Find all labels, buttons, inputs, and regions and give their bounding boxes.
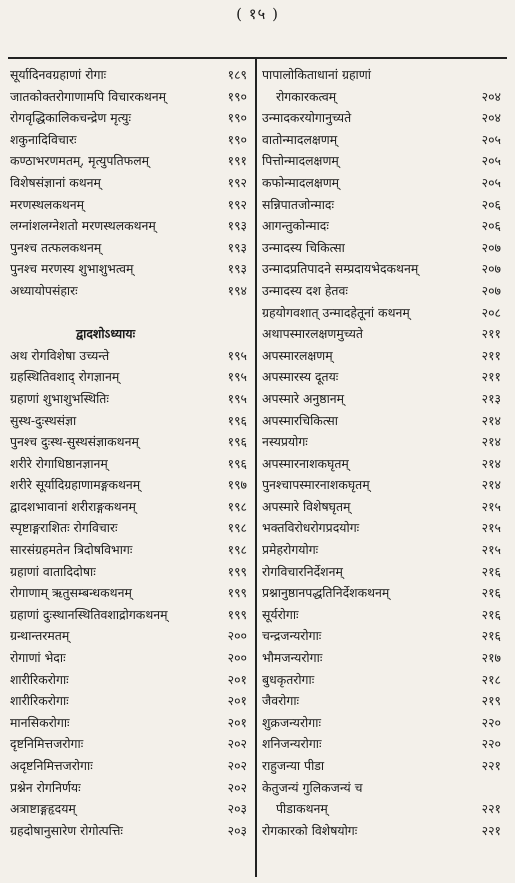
toc-entry	[10, 604, 251, 626]
entry-page-number: १९३	[227, 218, 247, 234]
entry-page-number: १९९	[227, 563, 247, 579]
toc-entry	[262, 431, 505, 453]
toc-entry	[10, 561, 251, 583]
entry-page-number: २०६	[481, 196, 501, 212]
toc-entry	[10, 194, 251, 216]
entry-title: सारसंग्रहमतेन त्रिदोषविभागः	[10, 542, 133, 558]
toc-entry	[262, 64, 505, 86]
entry-title: अथापस्मारलक्षणमुच्यते	[262, 326, 363, 342]
entry-page-number: १९३	[227, 239, 247, 255]
entry-title: पापालोकिताधानां ग्रहाणां	[262, 67, 371, 82]
entry-title: नस्यप्रयोगः	[262, 434, 308, 450]
toc-entry	[10, 388, 251, 410]
entry-page-number: २०२	[227, 779, 247, 795]
entry-page-number: १९७	[227, 477, 247, 493]
entry-page-number: १९८	[227, 498, 247, 514]
entry-page-number: २०५	[481, 174, 501, 190]
toc-entry	[10, 474, 251, 496]
entry-page-number: १९२	[227, 174, 247, 190]
toc-entry	[262, 410, 505, 432]
toc-entry	[10, 302, 251, 324]
entry-title: बुधकृतरोगाः	[262, 671, 315, 687]
entry-page-number: २२१	[481, 801, 501, 817]
entry-page-number: २०८	[481, 304, 501, 320]
entry-title: मरणस्थलकथनम्	[10, 196, 85, 212]
entry-page-number: २१६	[481, 563, 501, 579]
entry-title: जातकोक्तरोगाणामपि विचारकथनम्	[10, 88, 167, 104]
entry-page-number: २१४	[481, 412, 501, 428]
entry-title: विशेषसंज्ञानां कथनम्	[10, 174, 101, 190]
page-number: ( १५ )	[236, 5, 279, 23]
entry-title: चन्द्रजन्यरोगाः	[262, 628, 322, 644]
entry-page-number: २०१	[227, 714, 247, 730]
toc-entry	[262, 388, 505, 410]
toc-entry	[10, 431, 251, 453]
entry-title: भक्तविरोधरोगप्रदयोगः	[262, 520, 360, 536]
entry-title: अथ रोगविशेषा उच्यन्ते	[10, 347, 110, 363]
entry-page-number: २००	[227, 650, 247, 666]
toc-entry	[10, 366, 251, 388]
entry-page-number: २१४	[481, 477, 501, 493]
entry-title: सूर्यरोगाः	[262, 606, 299, 622]
entry-page-number: १९३	[227, 261, 247, 277]
entry-title: शुक्रजन्यरोगाः	[262, 714, 321, 730]
toc-entry	[10, 237, 251, 259]
entry-page-number: २१४	[481, 434, 501, 450]
entry-title: अपस्मारलक्षणम्	[262, 347, 333, 363]
toc-entry	[10, 280, 251, 302]
chapter-heading	[10, 323, 251, 345]
entry-title: ग्रहाणां शुभाशुभस्थितिः	[10, 390, 109, 406]
entry-title: पीडाकथनम्	[276, 801, 328, 817]
toc-entry	[10, 647, 251, 669]
entry-page-number: १९४	[227, 282, 247, 298]
toc-entry	[10, 517, 251, 539]
toc-entry	[262, 647, 505, 669]
chapter-title: द्वादशोऽध्यायः	[76, 326, 136, 342]
toc-entry	[10, 625, 251, 647]
entry-page-number: २००	[227, 628, 247, 644]
entry-title: पित्तोन्मादलक्षणम्	[262, 153, 339, 169]
entry-page-number: १९५	[227, 390, 247, 406]
toc-entry	[10, 755, 251, 777]
entry-title: शकुनादिविचारः	[10, 131, 77, 147]
entry-page-number: २०२	[227, 758, 247, 773]
toc-entry	[262, 496, 505, 518]
entry-page-number: २११	[481, 326, 501, 342]
entry-title: अपस्मारे अनुष्ठानम्	[262, 390, 345, 406]
entry-title: अध्यायोपसंहारः	[10, 282, 78, 298]
entry-page-number: १८९	[227, 67, 247, 82]
entry-title: ग्रन्थान्तरमतम्	[10, 628, 70, 644]
entry-page-number: २०४	[481, 110, 501, 126]
toc-entry	[262, 280, 505, 302]
toc-entry	[10, 712, 251, 734]
entry-page-number: १९०	[227, 88, 247, 104]
entry-page-number: २११	[481, 369, 501, 385]
entry-title: अत्राष्टाङ्गहृदयम्	[10, 801, 76, 817]
entry-title: उन्मादप्रतिपादने सम्प्रदायभेदकथनम्	[262, 261, 419, 277]
entry-page-number: २१८	[481, 671, 501, 687]
contents-right-column	[262, 64, 505, 841]
toc-entry	[10, 215, 251, 237]
toc-entry	[262, 561, 505, 583]
entry-title: उन्मादस्य चिकित्सा	[262, 239, 345, 255]
entry-title: द्वादशभावानां शरीराङ्गकथनम्	[10, 498, 136, 514]
entry-page-number: २१६	[481, 628, 501, 644]
entry-title: अदृष्टनिमित्तजरोगाः	[10, 758, 93, 773]
toc-entry	[262, 798, 505, 820]
toc-entry	[262, 820, 505, 842]
entry-page-number: १९८	[227, 542, 247, 558]
entry-title: केतुजन्यं गुलिकजन्यं च	[262, 779, 363, 795]
toc-entry	[10, 410, 251, 432]
contents-left-column	[10, 64, 251, 841]
entry-page-number: १९५	[227, 347, 247, 363]
entry-page-number: १९२	[227, 196, 247, 212]
toc-entry	[10, 258, 251, 280]
toc-entry	[262, 129, 505, 151]
entry-title: पुनश्च तत्फलकथनम्	[10, 239, 102, 255]
entry-page-number: २२०	[481, 736, 501, 752]
entry-title: शरीरे रोगाधिष्ठानज्ञानम्	[10, 455, 108, 471]
toc-entry	[10, 690, 251, 712]
toc-entry	[10, 453, 251, 475]
entry-page-number: २२१	[481, 758, 501, 773]
entry-page-number: १९५	[227, 369, 247, 385]
toc-entry	[262, 712, 505, 734]
entry-page-number: २१६	[481, 585, 501, 601]
entry-title: जैवरोगाः	[262, 693, 300, 709]
toc-entry	[10, 345, 251, 367]
toc-entry	[10, 820, 251, 842]
entry-title: भौमजन्यरोगाः	[262, 650, 323, 666]
entry-title: प्रमेहरोगयोगः	[262, 542, 319, 558]
entry-page-number: २०५	[481, 153, 501, 169]
toc-entry	[262, 755, 505, 777]
entry-page-number: १९६	[227, 434, 247, 450]
entry-title: रोगाणां भेदाः	[10, 650, 66, 666]
entry-page-number: २१६	[481, 606, 501, 622]
entry-page-number: १९९	[227, 585, 247, 601]
entry-page-number: २०७	[481, 239, 501, 255]
entry-title: राहुजन्या पीडा	[262, 758, 325, 773]
toc-entry	[10, 64, 251, 86]
entry-title: वातोन्मादलक्षणम्	[262, 131, 338, 147]
toc-entry	[262, 194, 505, 216]
entry-page-number: २०४	[481, 88, 501, 104]
entry-page-number: २१७	[481, 650, 501, 666]
entry-title: अपस्मारचिकित्सा	[262, 412, 338, 428]
entry-title: सुस्थ-दुःस्थसंज्ञा	[10, 412, 77, 428]
entry-title: स्पृष्टाङ्गराशितः रोगविचारः	[10, 520, 118, 536]
toc-entry	[262, 777, 505, 799]
entry-title: प्रश्नेन रोगनिर्णयः	[10, 779, 81, 795]
toc-entry	[10, 539, 251, 561]
entry-page-number: १९८	[227, 520, 247, 536]
toc-entry	[262, 345, 505, 367]
entry-title: रोगकारकत्वम्	[276, 88, 337, 104]
toc-entry	[10, 107, 251, 129]
entry-title: अपस्मारे विशेषघृतम्	[262, 498, 351, 514]
toc-entry	[10, 172, 251, 194]
toc-entry	[262, 733, 505, 755]
entry-page-number: २०१	[227, 693, 247, 709]
entry-page-number: २२०	[481, 714, 501, 730]
toc-entry	[262, 172, 505, 194]
toc-entry	[10, 496, 251, 518]
entry-title: प्रश्नानुष्ठानपद्धतिनिर्देशकथनम्	[262, 585, 390, 601]
entry-title: शनिजन्यरोगाः	[262, 736, 322, 752]
toc-entry	[262, 107, 505, 129]
entry-title: रोगकारको विशेषयोगः	[262, 822, 358, 838]
entry-page-number: १९९	[227, 606, 247, 622]
toc-entry	[262, 86, 505, 108]
toc-entry	[262, 258, 505, 280]
top-rule	[8, 57, 507, 59]
entry-title: शरीरे सूर्यादिग्रहाणामङ्गकथनम्	[10, 477, 141, 493]
entry-page-number: २२१	[481, 822, 501, 838]
entry-title: मानसिकरोगाः	[10, 714, 70, 730]
toc-entry	[10, 86, 251, 108]
entry-title: ग्रहाणां वातादिदोषाः	[10, 563, 96, 579]
toc-entry	[262, 215, 505, 237]
entry-page-number: १९६	[227, 412, 247, 428]
entry-page-number: २०२	[227, 736, 247, 752]
toc-entry	[262, 690, 505, 712]
entry-title: ग्रहदोषानुसारेण रोगोत्पत्तिः	[10, 822, 123, 838]
toc-entry	[262, 323, 505, 345]
entry-title: आगन्तुकोन्मादः	[262, 218, 329, 234]
toc-entry	[10, 582, 251, 604]
column-divider	[255, 57, 257, 877]
toc-entry	[262, 302, 505, 324]
entry-page-number: २०३	[227, 801, 247, 817]
entry-title: अपस्मारनाशकघृतम्	[262, 455, 349, 471]
entry-page-number: २०५	[481, 131, 501, 147]
entry-page-number: १९०	[227, 131, 247, 147]
toc-entry	[10, 798, 251, 820]
toc-entry	[262, 539, 505, 561]
entry-title: सूर्यादिनवग्रहाणां रोगाः	[10, 67, 107, 82]
toc-entry	[262, 625, 505, 647]
toc-entry	[262, 669, 505, 691]
toc-entry	[262, 237, 505, 259]
entry-title: ग्रहयोगवशात् उन्मादहेतूनां कथनम्	[262, 304, 410, 320]
entry-page-number: २०३	[227, 822, 247, 838]
entry-page-number: २१५	[481, 542, 501, 558]
entry-page-number: २०६	[481, 218, 501, 234]
toc-entry	[262, 474, 505, 496]
entry-page-number: १९१	[227, 153, 247, 169]
entry-page-number: २१४	[481, 455, 501, 471]
toc-entry	[262, 453, 505, 475]
toc-entry	[10, 777, 251, 799]
toc-entry	[262, 582, 505, 604]
entry-title: अपस्मारस्य दूतयः	[262, 369, 339, 385]
entry-title: लग्नांशलग्नेशतो मरणस्थलकथनम्	[10, 218, 156, 234]
entry-page-number: २१५	[481, 520, 501, 536]
entry-title: कफोन्मादलक्षणम्	[262, 174, 340, 190]
entry-title: शारीरिकरोगाः	[10, 671, 69, 687]
toc-entry	[10, 733, 251, 755]
entry-title: सन्निपातजोन्मादः	[262, 196, 335, 212]
entry-title: दृष्टनिमित्तजरोगाः	[10, 736, 84, 752]
entry-page-number: २१५	[481, 498, 501, 514]
entry-page-number: २०१	[227, 671, 247, 687]
entry-page-number: २०७	[481, 282, 501, 298]
toc-entry	[10, 129, 251, 151]
entry-title: पुनश्च मरणस्य शुभाशुभत्वम्	[10, 261, 134, 277]
entry-title: उन्मादस्य दश हेतवः	[262, 282, 348, 298]
entry-title: पुनश्च दुःस्थ-सुस्थसंज्ञाकथनम्	[10, 434, 139, 450]
toc-entry	[262, 366, 505, 388]
entry-title: रोगवृद्धिकालिकचन्द्रेण मृत्युः	[10, 110, 131, 126]
entry-page-number: २१९	[481, 693, 501, 709]
toc-entry	[10, 150, 251, 172]
entry-title: रोगाणाम् ऋतुसम्बन्धकथनम्	[10, 585, 132, 601]
toc-entry	[10, 669, 251, 691]
entry-page-number: २११	[481, 347, 501, 363]
entry-title: उन्मादकरयोगानुच्यते	[262, 110, 352, 126]
entry-title: रोगविचारनिर्देशनम्	[262, 563, 343, 579]
entry-title: शारीरिकरोगाः	[10, 693, 69, 709]
toc-entry	[262, 150, 505, 172]
entry-title: कण्ठाभरणमतम्, मृत्युपतिफलम्	[10, 153, 150, 169]
entry-title: ग्रहस्थितिवशाद् रोगज्ञानम्	[10, 369, 120, 385]
entry-page-number: २१३	[481, 390, 501, 406]
entry-title: पुनश्चापस्मारनाशकघृतम्	[262, 477, 370, 493]
toc-entry	[262, 517, 505, 539]
entry-page-number: १९६	[227, 455, 247, 471]
toc-entry	[262, 604, 505, 626]
entry-title: ग्रहाणां दुःस्थानस्थितिवशाद्रोगकथनम्	[10, 606, 168, 622]
entry-page-number: १९०	[227, 110, 247, 126]
entry-page-number: २०७	[481, 261, 501, 277]
